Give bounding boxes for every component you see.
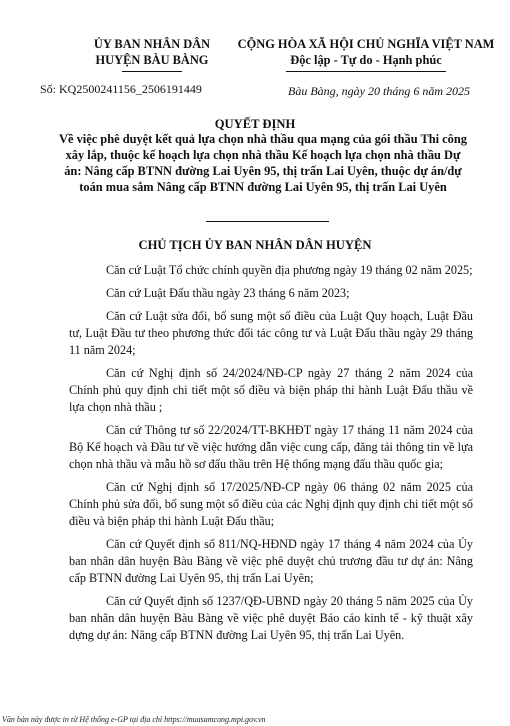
agency-underline <box>122 71 182 72</box>
legal-basis-paragraph: Căn cứ Thông tư số 22/2024/TT-BKHĐT ngày 17 tháng 11 năm 2024 của Bộ Kế hoạch và Đầu tư về việc hướng dẫn việc cung cấp, đăng tải thông tin về lựa chọn nhà thầu và mẫu hồ sơ đấu thầu trên Hệ thống mạng đấu thầu quốc gia; <box>69 423 473 471</box>
legal-basis-paragraph: Căn cứ Luật Đấu thầu ngày 23 tháng 6 năm 2023; <box>106 286 350 300</box>
document-subject: Về việc phê duyệt kết quả lựa chọn nhà thầu qua mạng của gói thầu Thi công xây lắp, thuộc kế hoạch lựa chọn nhà thầu Kế hoạch lựa chọn nhà thầu Dự án: Nâng cấp BTNN đường Lai Uyên 95, thị trấn Lai Uyên, thuộc dự án/dự toán mua sắm Nâng cấp BTNN đường Lai Uyên 95, thị trấn Lai Uyên <box>59 132 467 194</box>
legal-basis-paragraph: Căn cứ Luật Tổ chức chính quyền địa phương ngày 19 tháng 02 năm 2025; <box>106 263 473 277</box>
document-body <box>69 262 473 650</box>
issuing-agency <box>72 36 232 72</box>
agency-line-2: HUYỆN BÀU BÀNG <box>95 53 209 67</box>
motto: Độc lập - Tự do - Hạnh phúc <box>290 53 442 67</box>
place-date: Bàu Bàng, ngày 20 tháng 6 năm 2025 <box>288 84 470 98</box>
motto-underline <box>286 71 446 72</box>
legal-basis-paragraph: Căn cứ Quyết định số 811/NQ-HĐND ngày 17 tháng 4 năm 2024 của Ủy ban nhân dân huyện Bàu Bàng về việc phê duyệt chủ trương đầu tư dự án: Nâng cấp BTNN đường Lai Uyên 95, thị trấn Lai Uyên; <box>69 537 473 585</box>
country-name: CỘNG HÒA XÃ HỘI CHỦ NGHĨA VIỆT NAM <box>237 37 495 51</box>
print-footer: Văn bản này được in từ Hệ thống e-GP tại địa chỉ https://muasamcong.mpi.gov.vn <box>2 715 266 724</box>
document-title: QUYẾT ĐỊNH <box>214 117 296 131</box>
agency-line-1: ỦY BAN NHÂN DÂN <box>93 37 211 51</box>
national-motto <box>232 36 500 72</box>
document-number: Số: KQ2500241156_2506191449 <box>40 82 202 96</box>
legal-basis-paragraph: Căn cứ Nghị định số 24/2024/NĐ-CP ngày 27 tháng 2 năm 2024 của Chính phủ quy định chi tiết một số điều và biện pháp thi hành Luật Đấu thầu về lựa chọn nhà thầu ; <box>69 366 473 414</box>
legal-basis-paragraph: Căn cứ Nghị định số 17/2025/NĐ-CP ngày 06 tháng 02 năm 2025 của Chính phủ sửa đổi, bổ sung một số điều của các Nghị định quy định chi tiết một số điều và biện pháp thi hành Luật Đấu thầu; <box>69 480 473 528</box>
legal-basis-paragraph: Căn cứ Luật sửa đổi, bổ sung một số điều của Luật Quy hoạch, Luật Đầu tư, Luật Đầu tư theo phương thức đối tác công tư và Luật Đấu thầu ngày 29 tháng 11 năm 2024; <box>69 309 473 357</box>
legal-basis-paragraph: Căn cứ Quyết định số 1237/QĐ-UBND ngày 20 tháng 5 năm 2025 của Ủy ban nhân dân huyện Bàu Bàng về việc phê duyệt Báo cáo kinh tế - kỹ thuật xây dựng dự án: Nâng cấp BTNN đường Lai Uyên 95, thị trấn Lai Uyên. <box>69 594 473 642</box>
authority-heading: CHỦ TỊCH ỦY BAN NHÂN DÂN HUYỆN <box>138 238 372 252</box>
subject-underline <box>206 221 329 222</box>
